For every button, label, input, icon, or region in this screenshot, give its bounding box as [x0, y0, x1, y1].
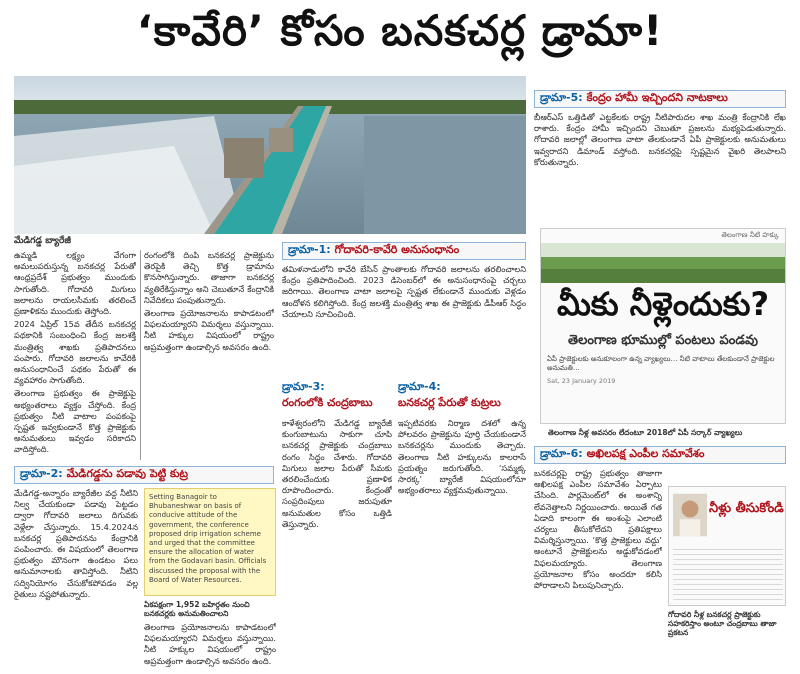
photo-caption: మేడిగడ్డ బ్యారేజీ	[14, 236, 71, 246]
lead-paragraph: తెలంగాణ ప్రభుత్వం ఈ ప్రాజెక్టుపై అభ్యంతరాలు వ్యక్తం చేస్తోంది. కేంద్ర ప్రభుత్వం నీటి వాటాల పంపకంపై స్పష్టత ఇవ్వకుండానే కొత్త ప్రాజెక్టుకు అనుమతులు ఇవ్వడం సరికాదని వాదిస్తోంది.	[14, 388, 136, 455]
clip1-date: Sat, 23 January 2019	[547, 377, 616, 385]
drama3-tag: డ్రామా-3:	[282, 380, 325, 393]
drama6-title: అఖిలపక్ష ఎంపీల సమావేశం	[586, 447, 705, 460]
drama5-heading	[534, 90, 786, 108]
lead-paragraph: 2024 ఏప్రిల్‌ 15వ తేదీన బనకచర్ల పథకానికి సంబంధించి కేంద్ర జలశక్తి మంత్రిత్వ శాఖకు ప్రతిపాదనలు పంపారు. గోదావరి జలాలను కావేరికి అనుసంధానించే పథకం పేరుతో ఈ వ్యవహారం సాగుతోంది.	[14, 319, 136, 386]
drama2-title: మేడిగడ్డను పడావు పెట్టి కుట్ర	[66, 467, 189, 480]
barrage-image	[14, 76, 526, 234]
drama2-body: మేడిగడ్డ-అన్నారం బ్యారేజీల వద్ద నీటిని నిల్వ చేయకుండా పడావు పెట్టడం ద్వారా గోదావరి జలాలు దిగువకు వెళ్లేలా చేస్తున్నారు. 15.4.2024న బనకచర్ల ప్రతిపాదనను కేంద్రానికి పంపించారు. ఈ విషయంలో తెలంగాణ ప్రభుత్వం మౌనంగా ఉండటం పలు అనుమానాలకు తావిస్తోంది. నీటిని సద్వినియోగం చేసుకోకపోవడం వల్ల రైతులు నష్టపోతున్నారు.	[14, 488, 138, 599]
drama6-tag: డ్రామా-6:	[540, 447, 583, 460]
drama1-heading	[282, 242, 526, 260]
mid-column	[144, 250, 274, 460]
politician-photo	[673, 493, 707, 537]
clip2-text-lines	[673, 545, 783, 601]
page-headline: ‘కావేరి’ కోసం బనకచర్ల డ్రామా!	[136, 6, 664, 55]
drama3-title: రంగంలోకి చంద్రబాబు	[282, 396, 373, 409]
drama4-body: ఇప్పటివరకు నిర్మాణ దశలో ఉన్న పోలవరం ప్రాజెక్టును పూర్తి చేయకుండానే బనకచర్లను ముందుకు తెచ్చారు. తెలంగాణ నీటి హక్కులను కాలరాసే ప్రయత్నం జరుగుతోంది. ‘సమ్మక్క సారక్క’ బ్యారేజీ విషయంలోనూ అభ్యంతరాలు వ్యక్తమవుతున్నాయి.	[398, 418, 526, 496]
dam-photo	[14, 76, 526, 234]
newspaper-clip-1	[540, 228, 786, 424]
clip1-snippet: ఏపీ ప్రాజెక్టులకు అనుకూలంగా ఉన్న వ్యాఖ్యలు… నీటి వాటాలు తేలకుండానే ప్రాజెక్టుల అనుమతి…	[547, 355, 775, 372]
document-excerpt-caption: ఏకపక్షంగా 1,952 బహిర్గతం నుంచి బనకచర్లకు అనుమతించాలని	[144, 600, 250, 618]
mid-paragraph: రంగంలోకి దింపి బనకచర్ల ప్రాజెక్టును తెరపైకి తెచ్చి కొత్త డ్రామాను కొనసాగిస్తున్నారు. తాజాగా బనకచర్ల వ్యతిరేకిస్తున్నాం అని చెబుతూనే కేంద్రానికి నివేదికలు పంపుతున్నారు.	[144, 250, 274, 305]
clip1-subhead: తెలంగాణ భూముల్లో పంటలు పండవు	[568, 333, 758, 348]
clip1-question: మీకు నీళ్లెందుకు?	[556, 285, 770, 323]
mid-paragraph: తెలంగాణ ప్రయోజనాలను కాపాడటంలో విఫలమయ్యారని విమర్శలు వస్తున్నాయి. నీటి హక్కుల విషయంలో రాష్ట్రం అప్రమత్తంగా ఉండాల్సిన అవసరం ఉంది.	[144, 308, 274, 352]
drama6-body: బనకచర్లపై రాష్ట్ర ప్రభుత్వం తాజాగా అఖిలపక్ష ఎంపీల సమావేశం ఏర్పాటు చేసింది. పార్లమెంట్‌లో ఈ అంశాన్ని లేవనెత్తాలని నిర్ణయించారు. అయితే గత ఏడాది కాలంగా ఈ అంశంపై ఎలాంటి చర్యలు తీసుకోలేదని ప్రతిపక్షాలు విమర్శిస్తున్నాయి. ‘కొత్త ప్రాజెక్టులు వద్దు’ అంటూనే ప్రాజెక్టులను అడ్డుకోవడంలో విఫలమయ్యారు. తెలంగాణ ప్రయోజనాల కోసం అందరూ కలిసి పోరాడాలని పిలుపునిచ్చారు.	[534, 468, 662, 591]
drama3-heading	[282, 380, 392, 414]
drama4-title: బనకచర్ల పేరుతో కుట్రలు	[398, 396, 501, 409]
drama3-body: కాళేశ్వరంలోని మేడిగడ్డ బ్యారేజీ కుంగుబాటును సాకుగా చూపి బనకచర్ల ప్రాజెక్టుకు చంద్రబాబు రంగం సిద్ధం చేశారు. గోదావరి మిగులు జలాల పేరుతో సీమకు తరలించేందుకు ప్రణాళిక రూపొందించారు. కేంద్రంతో సంప్రదింపులు జరుపుతూ అనుమతుల కోసం ఒత్తిడి తెస్తున్నారు.	[282, 418, 392, 529]
drama2-heading	[14, 466, 274, 484]
drama4-tag: డ్రామా-4:	[398, 380, 441, 393]
drama5-title: కేంద్రం హామీ ఇచ్చిందని నాటకాలు	[586, 91, 728, 104]
drama5-body: బీఆర్‌ఎస్ ఒత్తిడితో ఎట్టకేలకు రాష్ట్ర నీటిపారుదల శాఖ మంత్రి కేంద్రానికి లేఖ రాశారు. కేంద్రం హామీ ఇచ్చిందని చెబుతూ ప్రజలను మభ్యపెడుతున్నారు. గోదావరి జలాల్లో తెలంగాణ వాటా తేలకుండానే ఏపీ ప్రాజెక్టులకు అనుమతులు ఇవ్వరాదని డిమాండ్ వస్తోంది. బనకచర్లపై స్పష్టమైన వైఖరి తెలపాలని కోరుతున్నారు.	[534, 112, 786, 167]
drama6-heading	[534, 446, 786, 464]
document-excerpt-text: Setting Banagoir to Bhubaneshwar on basis of conducive attitude of the government, the conference proposed drip irrigation scheme and urged that the committee ensure the allocation of water from the Godavari basin. Officials discussed the proposal with the Board of Water Resources.	[149, 493, 267, 584]
drama1-body: తమిళనాడులోని కావేరి బేసిన్ ప్రాంతాలకు గోదావరి జలాలను తరలించాలని కేంద్రం ప్రతిపాదించింది. 2023 డిసెంబర్‌లో ఈ అనుసంధానంపై చర్చలు జరిగాయి. తెలంగాణ వాటా జలాలపై స్పష్టత లేకుండానే ముందుకు వెళ్లడం ఆందోళన కలిగిస్తోంది. కేంద్ర జలశక్తి మంత్రిత్వ శాఖ ఈ ప్రాజెక్టుకు డీపీఆర్ సిద్ధం చేయాలని సూచించింది.	[282, 264, 526, 319]
drama4-heading	[398, 380, 526, 414]
drama1-title: గోదావరి-కావేరి అనుసంధానం	[334, 243, 460, 256]
lead-paragraph: ఉమ్మడి లక్ష్యం వేగంగా అమలుపరుస్తున్న బనకచర్ల పేరుతో ఆంధ్రప్రదేశ్ ప్రభుత్వం ముందుకు సాగుతోంది. గోదావరి మిగులు జలాలను రాయలసీమకు తరలించే ప్రణాళికను ముందుకు తెస్తోంది.	[14, 250, 136, 317]
column-divider	[140, 250, 141, 460]
clip2-caption: గోదావరి నీళ్ల బనకచర్ల ప్రాజెక్టుకు సహకరిస్తాం అంటూ చంద్రబాబు తాజా ప్రకటన	[668, 610, 777, 637]
clip1-caption: తెలంగాణ నీళ్ల అవసరం లేదంటూ 2018లో ఏపీ సర్కార్ వ్యాఖ్యలు	[548, 428, 743, 437]
clip2-title: నీళ్లు తీసుకోండి	[709, 501, 784, 516]
drama2-tag: డ్రామా-2:	[20, 467, 63, 480]
clip1-masthead: తెలంగాణ నీటి హక్కు	[721, 231, 779, 239]
lead-column	[14, 250, 136, 460]
document-excerpt-box	[144, 488, 276, 596]
drama2-continued: తెలంగాణ ప్రయోజనాలను కాపాడటంలో విఫలమయ్యారని విమర్శలు వస్తున్నాయి. నీటి హక్కుల విషయంలో రాష్ట్రం అప్రమత్తంగా ఉండాల్సిన అవసరం ఉంది.	[144, 622, 276, 666]
newspaper-clip-2	[668, 486, 786, 606]
drama5-tag: డ్రామా-5:	[540, 91, 583, 104]
crop-field-image	[541, 243, 786, 283]
drama1-tag: డ్రామా-1:	[288, 243, 331, 256]
